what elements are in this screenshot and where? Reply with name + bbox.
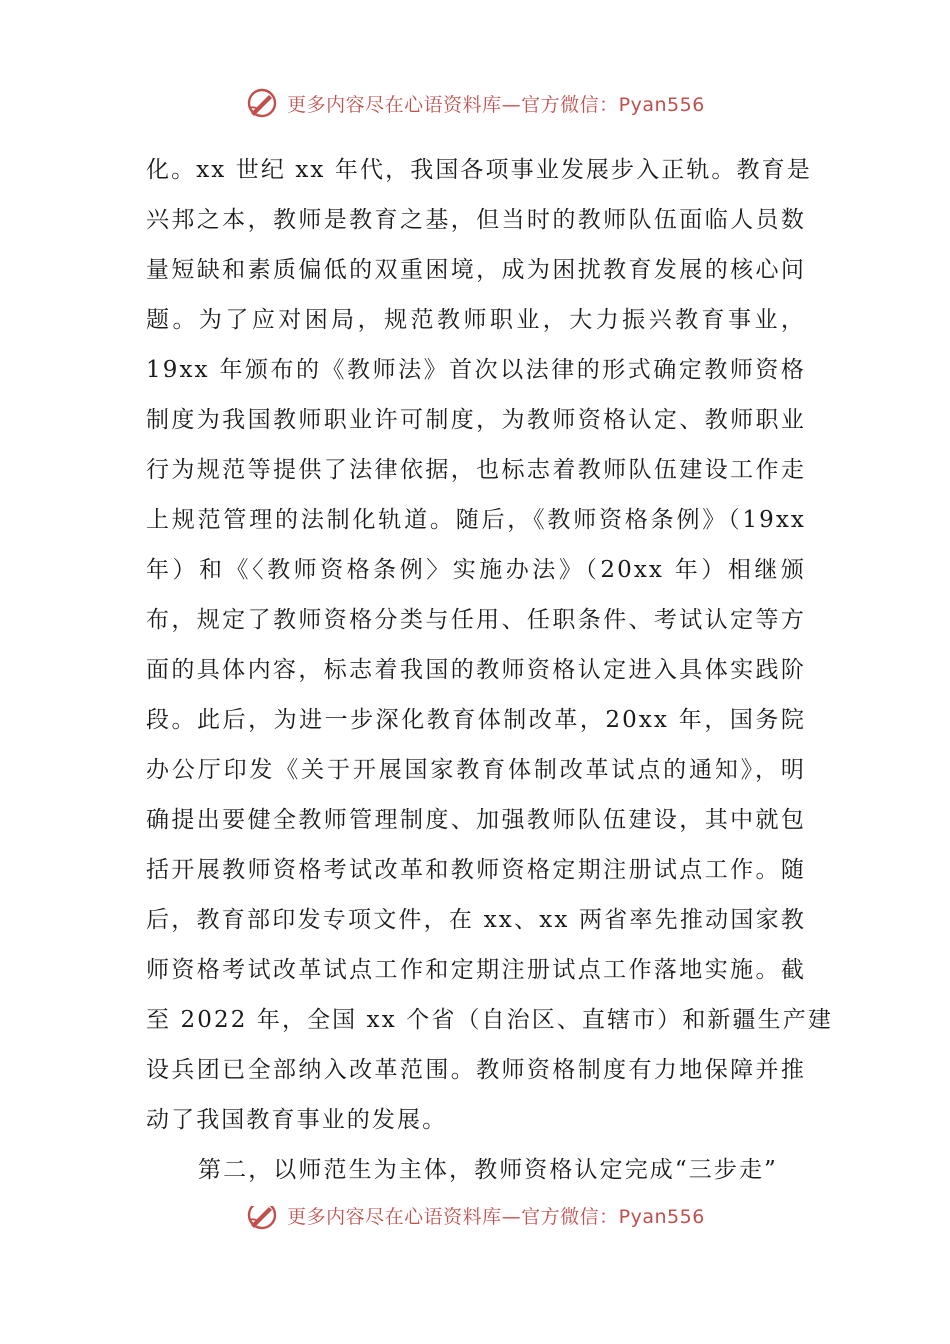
text-line: 动了我国教育事业的发展。 bbox=[146, 1107, 448, 1133]
page-header-watermark bbox=[0, 84, 950, 122]
paragraph-start-line: 第二，以师范生为主体，教师资格认定完成“三步走” bbox=[198, 1157, 778, 1183]
text-line: 上规范管理的法制化轨道。随后，《教师资格条例》（19xx bbox=[146, 507, 806, 533]
text-line: 后，教育部印发专项文件，在 xx、xx 两省率先推动国家教 bbox=[146, 907, 806, 933]
text-line: 制度为我国教师职业许可制度，为教师资格认定、教师职业 bbox=[146, 407, 806, 433]
pen-circle-logo-icon bbox=[245, 86, 279, 120]
text-line: 化。xx 世纪 xx 年代，我国各项事业发展步入正轨。教育是 bbox=[146, 157, 812, 183]
watermark-text: 更多内容尽在心语资料库—官方微信：Pyan556 bbox=[287, 1206, 705, 1228]
text-line: 年）和《〈教师资格条例〉实施办法》（20xx 年）相继颁 bbox=[146, 557, 806, 583]
text-line: 行为规范等提供了法律依据，也标志着教师队伍建设工作走 bbox=[146, 457, 806, 483]
text-line: 确提出要健全教师管理制度、加强教师队伍建设，其中就包 bbox=[146, 807, 806, 833]
text-line: 师资格考试改革试点工作和定期注册试点工作落地实施。截 bbox=[146, 957, 806, 983]
text-line: 题。为了应对困局，规范教师职业，大力振兴教育事业， bbox=[146, 307, 806, 333]
text-line: 19xx 年颁布的《教师法》首次以法律的形式确定教师资格 bbox=[146, 357, 806, 383]
text-line: 办公厅印发《关于开展国家教育体制改革试点的通知》，明 bbox=[146, 757, 806, 783]
text-line: 段。此后，为进一步深化教育体制改革，20xx 年，国务院 bbox=[146, 707, 806, 733]
text-line: 量短缺和素质偏低的双重困境，成为困扰教育发展的核心问 bbox=[146, 257, 806, 283]
watermark-text: 更多内容尽在心语资料库—官方微信：Pyan556 bbox=[287, 93, 705, 116]
text-line: 括开展教师资格考试改革和教师资格定期注册试点工作。随 bbox=[146, 857, 806, 883]
text-line: 至 2022 年，全国 xx 个省（自治区、直辖市）和新疆生产建 bbox=[146, 1007, 833, 1033]
pen-circle-logo-icon bbox=[245, 1206, 279, 1232]
text-line: 兴邦之本，教师是教育之基，但当时的教师队伍面临人员数 bbox=[146, 207, 806, 233]
page-footer-watermark bbox=[0, 1206, 950, 1240]
text-line: 布，规定了教师资格分类与任用、任职条件、考试认定等方 bbox=[146, 607, 806, 633]
text-line: 面的具体内容，标志着我国的教师资格认定进入具体实践阶 bbox=[146, 657, 806, 683]
text-line: 设兵团已全部纳入改革范围。教师资格制度有力地保障并推 bbox=[146, 1057, 806, 1083]
document-body bbox=[146, 145, 833, 1195]
